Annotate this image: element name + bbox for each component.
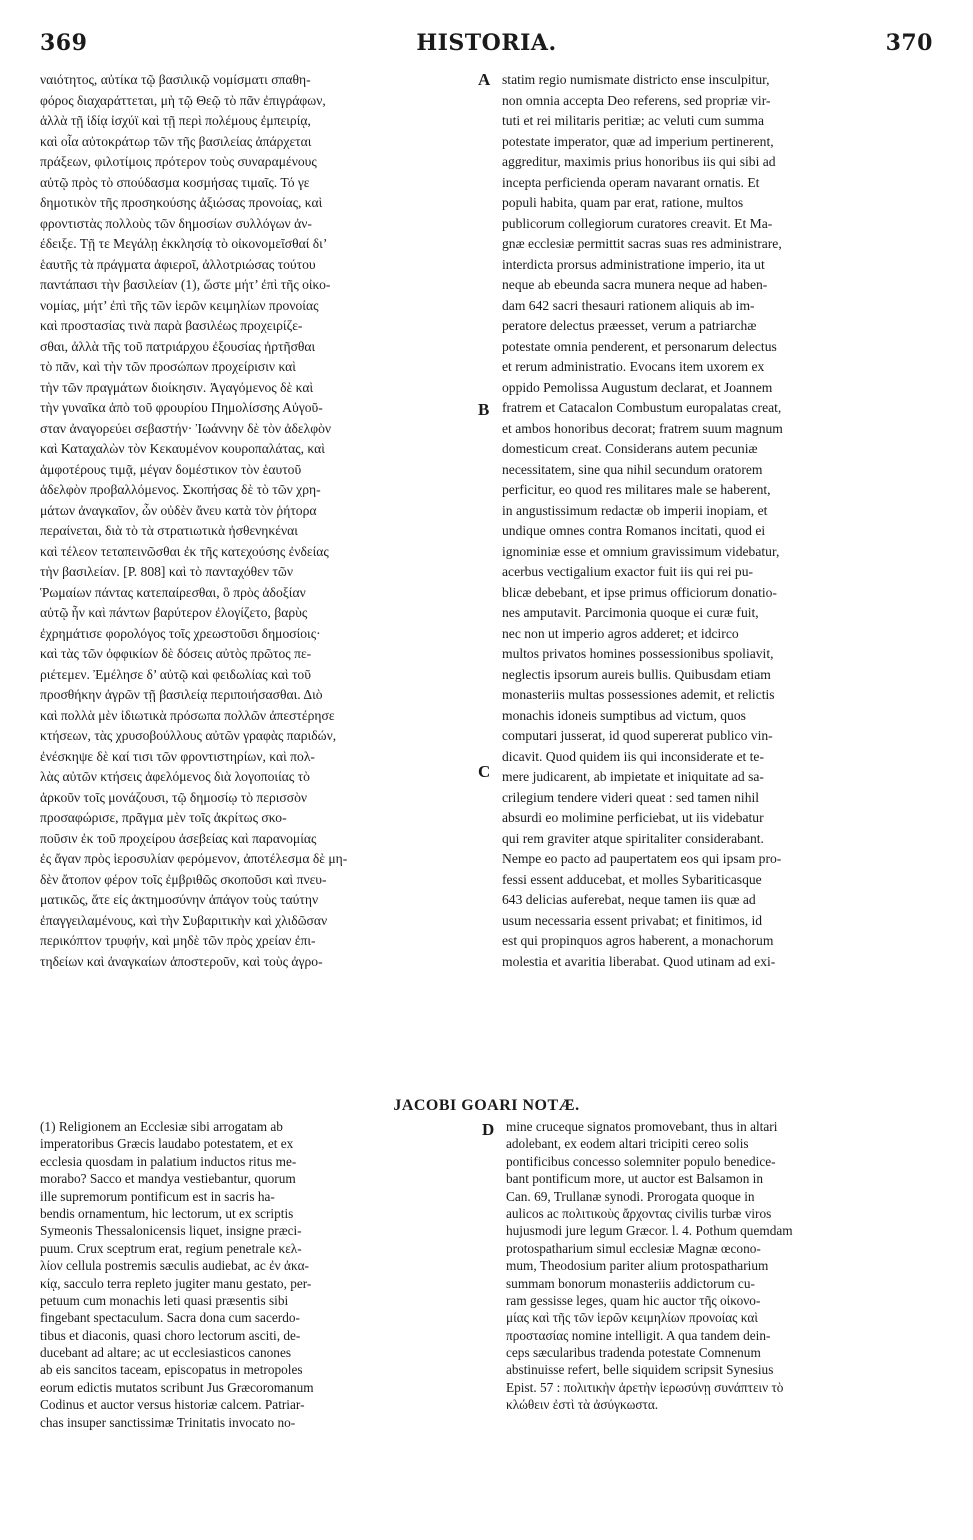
note-text-line: eorum edictis mutatos scribunt Jus Græcoromanum — [40, 1379, 314, 1395]
latin-text-line: 643 delicias auferebat, neque tamen iis quæ ad — [502, 892, 756, 907]
note-text-line: ram gessisse leges, quam hic auctor τῆς οἰκονο- — [506, 1292, 761, 1308]
greek-text-line: παντάπασι τὴν βασιλείαν (1), ὥστε μήτ’ ἐπὶ τῆς οἰκο- — [40, 277, 331, 292]
latin-text-line: et ambos honoribus decorat; fratrem suum magnum — [502, 420, 783, 436]
notes-heading: JACOBI GOARI NOTÆ. — [393, 1097, 580, 1114]
latin-text-line: peratore delectus præesset, verum a patriarchæ — [502, 318, 757, 333]
note-text-line: ducebant ad altare; ac ut ecclesiasticos canones — [40, 1345, 292, 1361]
greek-text-line: καὶ προστασίας τινὰ παρὰ βασιλέως προχειρίζε- — [40, 318, 303, 333]
latin-text-line: fessi essent adducebat, et molles Sybariticasque — [502, 871, 762, 887]
greek-text-line: ἀμφοτέρους τιμᾷ, μέγαν δομέστικον τὸν ἑαυτοῦ — [40, 461, 302, 477]
greek-text-line: καὶ τέλεον τεταπεινῶσθαι ἐκ τῆς κατεχούσης ἐνδείας — [40, 543, 329, 559]
greek-text-line: δημοτικὸν τῆς προσηκούσης ἀξιώσας προνοίας, καὶ — [40, 195, 323, 210]
latin-text-column — [502, 70, 936, 972]
note-text-line: mum, Theodosium pariter alium protospatharium — [506, 1258, 769, 1274]
latin-text-line: non omnia accepta Deo referens, sed propriæ vir- — [502, 92, 771, 108]
notes-column-right — [506, 1118, 936, 1414]
greek-text-line: καὶ Καταχαλὼν τὸν Κεκαυμένον κουροπαλάτας, καὶ — [40, 441, 325, 456]
note-text-line: pontificibus concesso solemniter populo benedice- — [506, 1153, 776, 1169]
note-text-line: (1) Religionem an Ecclesiæ sibi arrogatam ab — [40, 1119, 283, 1134]
latin-text-line: computari jusserat, id quod supererat publico vin- — [502, 728, 773, 743]
greek-text-line: ποῦσιν ἐκ τοῦ προχείρου ἀσεβείας καὶ παρανομίας — [40, 830, 317, 846]
latin-text-line: domesticum creat. Considerans autem pecuniæ — [502, 441, 758, 456]
note-text-line: abstinuisse refert, belle siquidem scripsit Synesius — [506, 1362, 774, 1378]
greek-text-line: αὐτῷ ἦν καὶ πάντων βαρύτερον ἐλογίζετο, βαρὺς — [40, 605, 308, 620]
greek-text-line: σθαι, ἀλλὰ τῆς τοῦ πατριάρχου ἐξουσίας ἠρτῆσθαι — [40, 338, 316, 354]
note-text-line: ceps sæcularibus tradenda potestate Comnenum — [506, 1345, 761, 1361]
notes-column-left — [40, 1118, 472, 1431]
note-text-line: bant pontificum more, ut auctor est Balsamon in — [506, 1171, 764, 1187]
latin-text-line: necessitatem, sine qua nihil secundum oratorem — [502, 461, 763, 477]
latin-text-line: mere judicarent, ab impietate et iniquitate ad sa- — [502, 769, 764, 784]
greek-text-line: φόρος διαχαράττεται, μὴ τῷ Θεῷ τὸ πᾶν ἐπιγράφων, — [40, 92, 326, 108]
greek-text-line: ἀδελφὸν προβαλλόμενος. Σκοπήσας δὲ τὸ τῶν χρη- — [40, 482, 321, 497]
latin-text-line: dam 642 sacri thesauri rationem aliquis ab im- — [502, 297, 755, 313]
note-text-line: Codinus et auctor versus historiæ calcem. Patriar- — [40, 1397, 305, 1413]
section-marker-a: A — [478, 70, 491, 89]
greek-text-line: Ῥωμαίων πάντας κατεπαίρεσθαι, ὃ πρὸς ἀδοξίαν — [40, 584, 306, 600]
note-text-line: κλώθειν ἐστὶ τὰ ἀσύγκωστα. — [506, 1397, 659, 1413]
latin-text-line: molestia et avaritia liberabat. Quod utinam ad exi- — [502, 953, 776, 969]
latin-text-line: multos privatos homines possessionibus spoliavit, — [502, 646, 774, 661]
note-text-line: κίᾳ, sacculo terra repleto jugiter manu gestato, per- — [40, 1275, 312, 1291]
latin-text-line: usum necessaria essent privabat; et finitimos, id — [502, 912, 763, 928]
running-title: HISTORIA. — [416, 30, 557, 56]
greek-text-line: δὲν ἄτοπον φέρον τοῖς ἐμβριθῶς σκοποῦσι καὶ πνευ- — [40, 871, 327, 887]
note-text-line: προστασίας nomine intelligit. A qua tandem dein- — [506, 1327, 771, 1343]
greek-text-line: τηδείων καὶ ἀναγκαίων ἀποστεροῦν, καὶ τοὺς ἀγρο- — [40, 953, 323, 969]
note-text-line: aulicos ac πολιτικοὺς ἄρχοντας civilis turbæ viros — [506, 1205, 772, 1221]
note-text-line: summam bonorum monasteriis addictorum cu- — [506, 1275, 755, 1291]
page-number-left: 369 — [40, 30, 88, 56]
latin-text-line: crilegium tendere videri queat : sed tamen nihil — [502, 789, 760, 805]
latin-text-line: gnæ ecclesiæ permittit sacras suas res administrare, — [502, 236, 782, 251]
greek-text-line: λὰς αὐτῶν κτήσεις ἀφελόμενος διὰ λογοποιίας τὸ — [40, 769, 310, 784]
greek-text-line: μάτων ἀναγκαῖον, ὧν οὐδὲν ἄνευ κατὰ τὸν ῥήτορα — [40, 502, 317, 518]
note-text-line: Symeonis Thessalonicensis liquet, insigne præci- — [40, 1223, 302, 1239]
latin-text-line: perficitur, eo quod res militares male se haberent, — [502, 482, 771, 497]
latin-text-line: neglectis ipsorum aureis bullis. Quibusdam etiam — [502, 666, 771, 682]
greek-text-line: τὸ πᾶν, καὶ τὴν τῶν προσώπων προχείρισιν καὶ — [40, 359, 296, 374]
latin-text-line: monachis idoneis sumptibus ad victum, quos — [502, 707, 746, 723]
note-text-line: imperatoribus Græcis laudabo potestatem, et ex — [40, 1136, 294, 1152]
note-text-line: hujusmodi jure legum Græcor. l. 4. Pothum quemdam — [506, 1223, 793, 1239]
latin-text-line: publicorum collegiorum curatores creavit. Et Ma- — [502, 215, 773, 231]
latin-text-line: tuti et rei militaris peritiæ; ac veluti cum summa — [502, 113, 764, 128]
latin-text-line: fratrem et Catacalon Combustum europalatas creat, — [502, 400, 782, 415]
note-text-line: bendis ornamentum, hic lectorum, ut ex scriptis — [40, 1205, 294, 1221]
latin-text-line: blicæ debebant, et ipse primus officiorum donatio- — [502, 584, 777, 600]
greek-text-line: καὶ πολλὰ μὲν ἰδιωτικὰ πρόσωπα πολλῶν ἀπεστέρησε — [40, 707, 335, 723]
page-number-right: 370 — [885, 30, 933, 56]
latin-text-line: est qui propinquos agros haberent, a monachorum — [502, 933, 774, 948]
note-text-line: adolebant, ex eodem altari tricipiti cereo solis — [506, 1136, 749, 1152]
greek-text-line: σταν ἀναγορεύει σεβαστήν· Ἰωάννην δὲ τὸν ἀδελφὸν — [40, 420, 332, 436]
greek-text-line: ἀρκοῦν τοῖς μονάζουσι, τῷ δημοσίῳ τὸ περισσὸν — [40, 789, 308, 805]
section-marker-b: B — [478, 400, 490, 419]
note-text-line: chas insuper sanctissimæ Trinitatis invocato no- — [40, 1414, 296, 1430]
note-text-line: Can. 69, Trullanæ synodi. Prorogata quoque in — [506, 1188, 755, 1204]
latin-text-line: nec non ut imperio agros adderet; et idcirco — [502, 625, 739, 641]
note-text-line: ille supremorum pontificum est in sacris ha- — [40, 1188, 275, 1204]
greek-text-line: ἀλλὰ τῇ ἰδίᾳ ἰσχύϊ καὶ τῇ περὶ πολέμους ἐμπειρίᾳ, — [40, 113, 311, 128]
latin-text-line: qui rem graviter atque spiritaliter considerabant. — [502, 830, 764, 846]
greek-text-line: φροντιστὰς πολλοὺς τῶν δημοσίων συλλόγων ἀν- — [40, 215, 312, 231]
note-text-line: morabo? Sacco et mandya vestiebantur, quorum — [40, 1171, 296, 1187]
latin-text-line: dicavit. Quod quidem iis qui inconsiderate et te- — [502, 748, 764, 764]
greek-text-line: ἐς ἄγαν πρὸς ἱεροσυλίαν φερόμενον, ἀποτέλεσμα δὲ μη- — [40, 851, 348, 866]
note-text-line: μίας καὶ τῆς τῶν ἱερῶν κειμηλίων προνοίας καὶ — [506, 1310, 758, 1326]
page-header — [40, 30, 933, 64]
greek-text-line: κτήσεων, τὰς χρυσοβούλλους αὐτῶν γραφὰς παριδών, — [40, 728, 337, 743]
greek-text-line: ἐπαγγειλαμένους, καὶ τὴν Συβαριτικὴν καὶ χλιδῶσαν — [40, 912, 328, 928]
latin-text-line: potestate omnia penderent, et personarum delectus — [502, 338, 777, 354]
latin-text-line: statim regio numismate districto ense insculpitur, — [502, 72, 770, 87]
greek-text-line: καὶ τὰς τῶν ὀφφικίων δὲ δόσεις αὐτὸς πρῶτος πε- — [40, 646, 312, 661]
greek-text-line: ριέτεμεν. Ἐμέλησε δ’ αὐτῷ καὶ φειδωλίας καὶ τοῦ — [40, 666, 311, 682]
greek-text-line: τὴν βασιλείαν. [P. 808] καὶ τὸ πανταχόθεν τῶν — [40, 564, 293, 579]
latin-text-line: potestate imperator, quæ ad imperium pertinerent, — [502, 133, 774, 149]
greek-text-line: προσαφώρισε, πρᾶγμα μὲν τοῖς ἀκρίτως σκο- — [40, 810, 287, 825]
note-text-line: petuum cum monachis leti quasi præsentis sibi — [40, 1292, 289, 1308]
latin-text-line: incepta perficienda operam navarant ornatis. Et — [502, 174, 760, 190]
note-text-line: mine cruceque signatos promovebant, thus in altari — [506, 1119, 778, 1134]
greek-text-line: πράξεων, φιλοτίμοις πρότερον τοὺς συναραμένους — [40, 154, 317, 169]
latin-text-line: monasteriis multas possessiones ademit, et relictis — [502, 687, 775, 702]
greek-text-line: τὴν γυναῖκα ἀπὸ τοῦ φρουρίου Πημολίσσης Αὐγοῦ- — [40, 400, 323, 415]
note-text-line: protospatharium simul ecclesiæ Magnæ œcono- — [506, 1240, 761, 1256]
latin-text-line: nes amputavit. Parcimonia quoque ei curæ fuit, — [502, 605, 759, 620]
greek-text-line: ἐχρημάτισε φορολόγος τοῖς χρεωστοῦσι δημοσίοις· — [40, 625, 321, 641]
greek-text-line: καὶ οἷα αὐτοκράτωρ τῶν τῆς βασιλείας ἀπάρχεται — [40, 133, 312, 149]
latin-text-line: oppido Pemolissa Augustum declarat, et Joannem — [502, 379, 773, 395]
greek-text-line: προσθήκην ἀγρῶν τῇ βασιλείᾳ περιποιήσασθαι. Διὸ — [40, 687, 323, 702]
note-text-line: fingebant spectaculum. Sacra dona cum sacerdo- — [40, 1310, 300, 1326]
note-text-line: ecclesia quosdam in palatium inductos ritus me- — [40, 1153, 297, 1169]
greek-text-line: ματικῶς, ἅτε εἰς ἀκτημοσύνην ἀπάγον τοὺς ταύτην — [40, 892, 319, 907]
note-text-line: puum. Crux sceptrum erat, regium penetrale κελ- — [40, 1240, 302, 1256]
latin-text-line: et rerum administratio. Evocans item uxorem ex — [502, 359, 765, 374]
latin-text-line: acerbus vectigalium exactor fuit iis qui rei pu- — [502, 564, 754, 579]
latin-text-line: Nempe eo pacto ad paupertatem eos qui ipsam pro- — [502, 851, 782, 866]
note-text-line: λίον cellula postremis sæculis audiebat, ac ἐν ἀκα- — [40, 1258, 309, 1274]
note-text-line: ab eis sancitos taceam, episcopatus in metropoles — [40, 1362, 303, 1378]
latin-text-line: undique omnes contra Romanos incitati, quod ei — [502, 523, 766, 538]
greek-text-line: περικόπτον τρυφήν, καὶ μηδὲ τῶν πρὸς χρείαν ἐπι- — [40, 933, 316, 948]
greek-text-line: νομίας, μήτ’ ἐπὶ τῆς τῶν ἱερῶν κειμηλίων προνοίας — [40, 297, 319, 313]
latin-text-line: interdicta prorsus administratione imperio, ita ut — [502, 256, 765, 272]
latin-text-line: absurdi eo molimine perficiebat, ut iis videbatur — [502, 810, 764, 825]
greek-text-line: έδειξε. Τῇ τε Μεγάλῃ ἐκκλησίᾳ τὸ οἰκονομεῖσθαί δι’ — [40, 236, 328, 251]
section-marker-d: D — [482, 1120, 495, 1139]
latin-text-line: in angustissimum redactæ ob imperii inopiam, et — [502, 502, 768, 518]
note-text-line: Epist. 57 : πολιτικὴν ἀρετὴν ἱερωσύνῃ συνάπτειν τὸ — [506, 1379, 784, 1395]
greek-text-line: ἑαυτῆς τὰ πράγματα ἀφιερoῖ, ἀλλοτριώσας τούτου — [40, 256, 316, 272]
section-marker-c: C — [478, 762, 491, 781]
greek-text-line: τὴν τῶν πραγμάτων διοίκησιν. Ἀγαγόμενος δὲ καὶ — [40, 379, 314, 395]
greek-text-line: περαίνεται, διὰ τὸ τὰ στρατιωτικὰ ἠσθενηκέναι — [40, 523, 298, 538]
greek-text-line: ἐνέσκηψε δὲ καί τισι τῶν φροντιστηρίων, καὶ πολ- — [40, 748, 315, 764]
latin-text-line: neque ab ebeunda sacra munera neque ad haben- — [502, 277, 768, 292]
note-text-line: tibus et diaconis, quasi choro lectorum asciti, de- — [40, 1327, 301, 1343]
latin-text-line: aggreditur, maximis prius honoribus iis qui sibi ad — [502, 154, 776, 169]
greek-text-line: ναιότητος, αὐτίκα τῷ βασιλικῷ νομίσματι σπαθη- — [40, 72, 311, 87]
greek-text-line: αὐτῷ πρὸς τὸ σπούδασμα κοσμήσας τιμαῖς. Τό γε — [40, 174, 310, 190]
latin-text-line: populi habita, quam par erat, ratione, multos — [502, 195, 744, 210]
greek-text-column — [40, 70, 468, 972]
latin-text-line: ignominiæ esse et omnium gravissimum videbatur, — [502, 543, 780, 559]
